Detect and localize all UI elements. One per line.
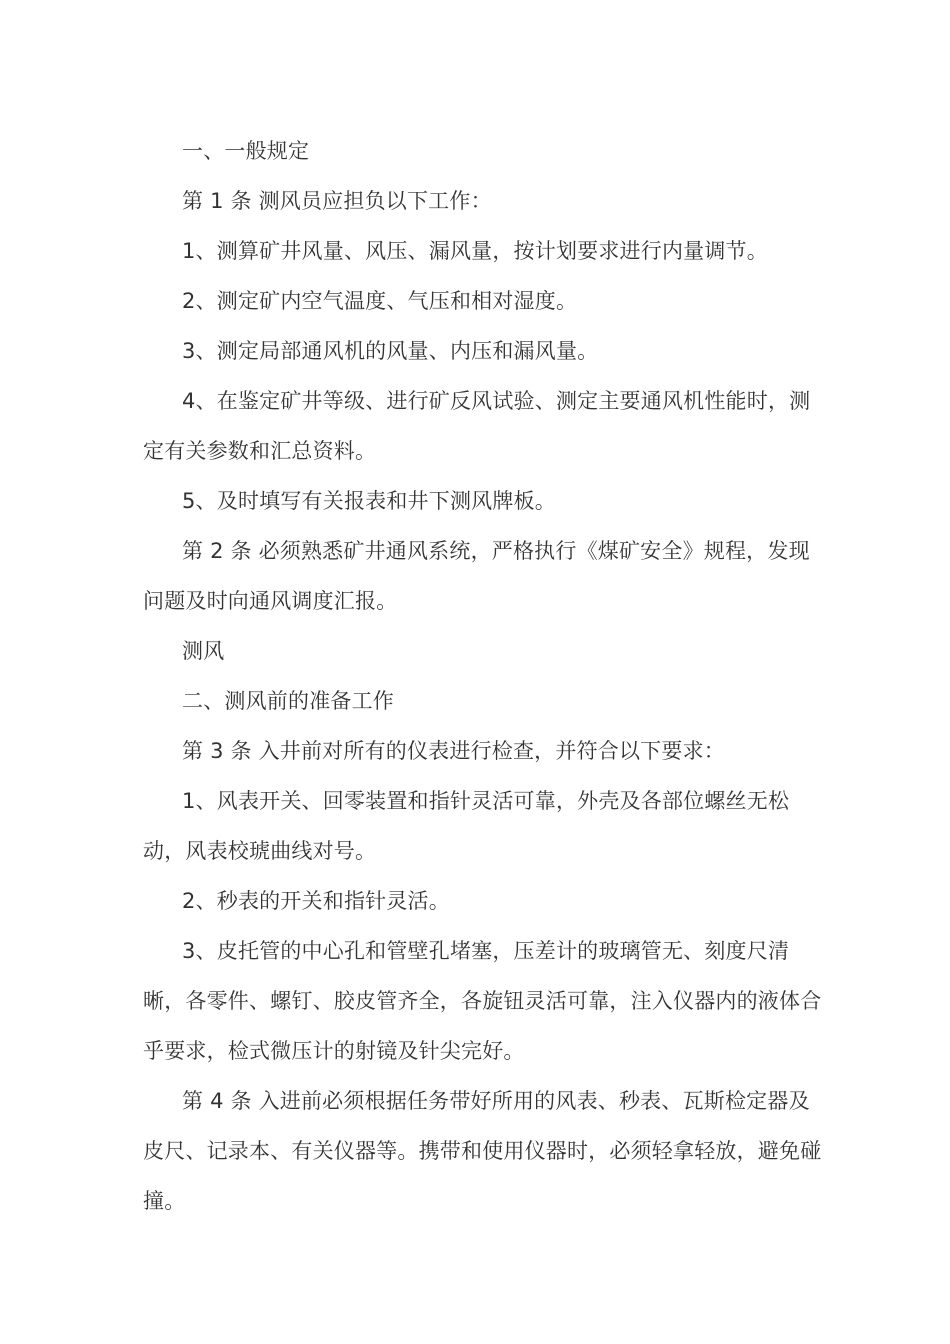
list-item: 3、皮托管的中心孔和管壁孔堵塞，压差计的玻璃管无、刻度尺清晰，各零件、螺钉、胶皮管齐全，各旋钮灵活可靠，注入仪器内的液体合乎要求，检式微压计的射镜及针尖完好。 bbox=[143, 939, 822, 1063]
section-label-measurement: 测风 bbox=[182, 639, 225, 663]
list-item: 2、秒表的开关和指针灵活。 bbox=[182, 889, 450, 913]
article-2: 第 2 条 必须熟悉矿井通风系统，严格执行《煤矿安全》规程，发现问题及时向通风调度汇报。 bbox=[143, 539, 810, 613]
document-body bbox=[143, 126, 823, 1226]
list-item: 1、风表开关、回零装置和指针灵活可靠，外壳及各部位螺丝无松动，风表校琥曲线对号。 bbox=[143, 789, 790, 863]
list-item: 1、测算矿井风量、风压、漏风量，按计划要求进行内量调节。 bbox=[182, 239, 768, 263]
list-item: 2、测定矿内空气温度、气压和相对湿度。 bbox=[182, 289, 578, 313]
section-heading-general: 一、一般规定 bbox=[182, 139, 310, 163]
list-item: 5、及时填写有关报表和井下测风牌板。 bbox=[182, 489, 556, 513]
list-item: 3、测定局部通风机的风量、内压和漏风量。 bbox=[182, 339, 599, 363]
section-heading-preparation: 二、测风前的准备工作 bbox=[182, 689, 394, 713]
article-1: 第 1 条 测风员应担负以下工作： bbox=[182, 189, 492, 213]
article-4: 第 4 条 入进前必须根据任务带好所用的风表、秒表、瓦斯检定器及皮尺、记录本、有关仪器等。携带和使用仪器时，必须轻拿轻放，避免碰撞。 bbox=[143, 1089, 822, 1213]
list-item: 4、在鉴定矿井等级、进行矿反风试验、测定主要通风机性能时，测定有关参数和汇总资料。 bbox=[143, 389, 811, 463]
article-3: 第 3 条 入井前对所有的仪表进行检查，并符合以下要求： bbox=[182, 739, 725, 763]
